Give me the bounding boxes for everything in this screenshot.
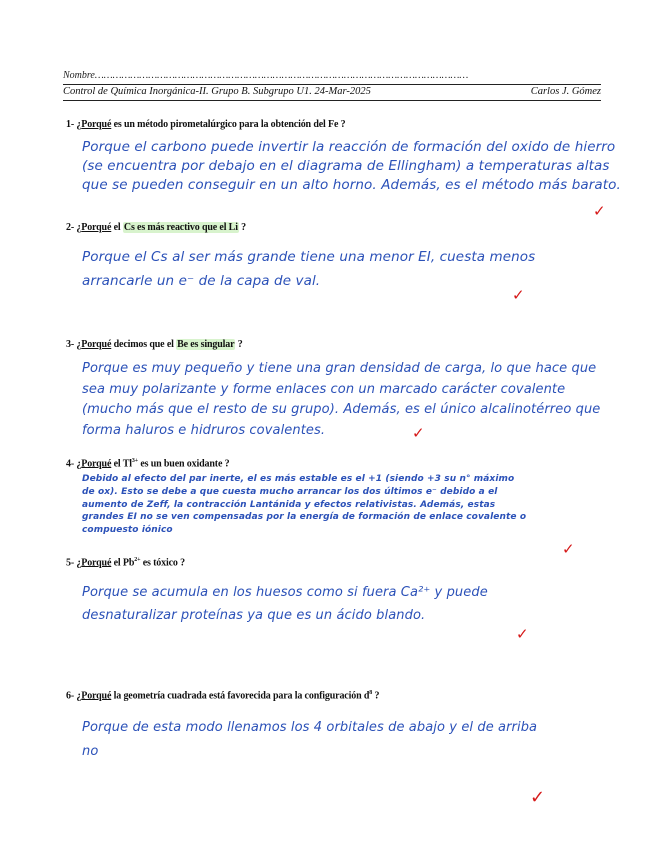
question-number: 1- ¿ xyxy=(66,119,82,130)
question-keyword: Porqué xyxy=(81,458,112,470)
answer-line: Porque el carbono puede invertir la reacción de formación del oxido de hierro xyxy=(82,139,616,155)
answer-line: compuesto iónico xyxy=(82,525,173,536)
answer-5 xyxy=(82,581,642,627)
grade-checkmark: ✓ xyxy=(530,787,546,808)
answer-line: forma haluros e hidruros covalentes. xyxy=(82,422,326,438)
answer-3 xyxy=(82,359,642,441)
answer-line: que se pueden conseguir en un alto horno. Además, es el método más barato. xyxy=(82,177,621,193)
header-bottom-rule xyxy=(63,100,601,101)
answer-4 xyxy=(82,473,642,537)
question-text: es un método pirometalúrgico para la obtención del Fe ? xyxy=(111,119,346,130)
answer-line: desnaturalizar proteínas ya que es un ácido blando. xyxy=(82,608,426,623)
question-text: el Pb xyxy=(111,557,135,569)
question-number: 2- ¿ xyxy=(66,222,82,233)
answer-line: Porque se acumula en los huesos como si fuera Ca²⁺ y puede xyxy=(82,585,488,600)
question-5 xyxy=(66,557,185,568)
question-keyword: Porqué xyxy=(81,119,112,130)
course-info: Control de Química Inorgánica-II. Grupo B. Subgrupo U1. 24-Mar-2025 xyxy=(63,86,371,97)
answer-2 xyxy=(82,245,642,293)
question-highlight: Cs es más reactivo que el Li xyxy=(123,222,238,233)
question-2 xyxy=(66,222,246,233)
grade-checkmark: ✓ xyxy=(412,424,425,442)
superscript: 2+ xyxy=(134,557,141,563)
question-3 xyxy=(66,339,243,350)
question-text-end: es tóxico ? xyxy=(140,557,185,569)
question-text-end: ? xyxy=(238,222,247,233)
grade-checkmark: ✓ xyxy=(512,286,525,304)
question-1 xyxy=(66,119,345,130)
grade-checkmark: ✓ xyxy=(562,540,575,558)
question-text: decimos que el xyxy=(111,339,177,350)
question-keyword: Porqué xyxy=(81,690,112,702)
question-keyword: Porqué xyxy=(81,557,112,569)
question-number: 3- ¿ xyxy=(66,339,82,350)
question-4 xyxy=(66,458,229,469)
answer-line: aumento de Zeff, la contracción Lantánida y efectos relativistas. Además, estas xyxy=(82,499,496,510)
superscript: 3+ xyxy=(131,458,138,464)
answer-line: Porque es muy pequeño y tiene una gran densidad de carga, lo que hace que xyxy=(82,361,597,376)
question-number: 5- ¿ xyxy=(66,557,82,569)
answer-6 xyxy=(82,716,642,764)
answer-line: sea muy polarizante y forme enlaces con un marcado carácter covalente xyxy=(82,381,566,397)
answer-line: (se encuentra por debajo en el diagrama de Ellingham) a temperaturas altas xyxy=(82,158,610,174)
answer-1 xyxy=(82,138,642,195)
answer-line: no xyxy=(82,744,99,759)
question-text: la geometría cuadrada está favorecida para la configuración d xyxy=(111,690,370,702)
question-text-end: es un buen oxidante ? xyxy=(137,458,230,470)
grade-checkmark: ✓ xyxy=(516,625,529,643)
question-text-end: ? xyxy=(372,690,380,702)
header-top-rule xyxy=(63,84,601,85)
superscript: 8 xyxy=(369,690,373,696)
question-text-end: ? xyxy=(235,339,243,350)
author-name: Carlos J. Gómez xyxy=(530,86,601,97)
question-text: el Tl xyxy=(111,458,132,470)
answer-line: Porque el Cs al ser más grande tiene una menor EI, cuesta menos xyxy=(82,249,536,265)
question-number: 6- ¿ xyxy=(66,690,82,702)
header-course-line xyxy=(63,86,601,97)
question-highlight: Be es singular xyxy=(177,339,235,350)
answer-line: de ox). Esto se debe a que cuesta mucho arrancar los dos últimos e⁻ debido a el xyxy=(82,486,498,497)
question-6 xyxy=(66,690,379,701)
question-text: el xyxy=(111,222,123,233)
answer-line: Debido al efecto del par inerte, el es más estable es el +1 (siendo +3 su n° máximo xyxy=(82,474,515,484)
answer-line: Porque de esta modo llenamos los 4 orbitales de abajo y el de arriba xyxy=(82,720,538,735)
grade-checkmark: ✓ xyxy=(593,202,606,220)
question-keyword: Porqué xyxy=(81,339,112,350)
answer-line: arrancarle un e⁻ de la capa de val. xyxy=(82,273,321,289)
name-field-line: Nombre……………………………………………………………………………………………………………… xyxy=(63,70,469,81)
answer-line: (mucho más que el resto de su grupo). Además, es el único alcalinotérreo que xyxy=(82,402,601,417)
question-keyword: Porqué xyxy=(81,222,112,233)
answer-line: grandes EI no se ven compensadas por la energía de formación de enlace covalente o xyxy=(82,512,527,523)
question-number: 4- ¿ xyxy=(66,458,82,470)
